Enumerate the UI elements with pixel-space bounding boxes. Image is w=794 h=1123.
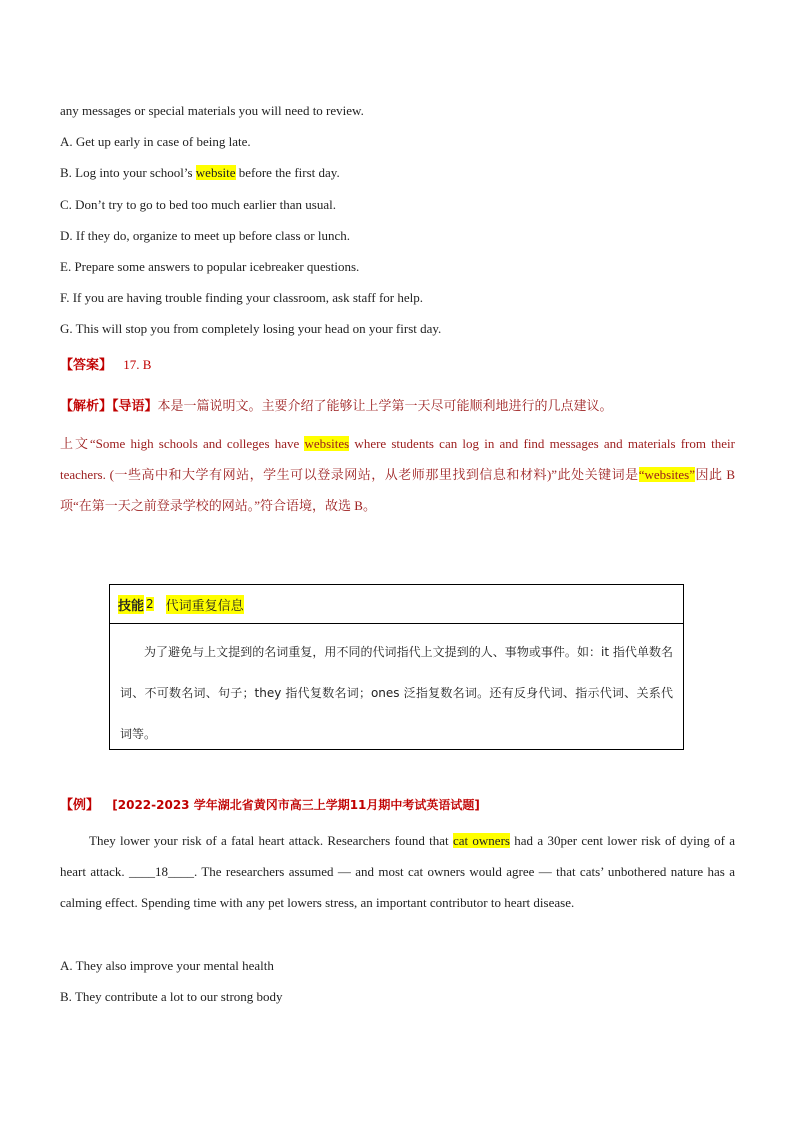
highlighted-keyword: website — [195, 165, 236, 180]
example-option-a — [60, 958, 274, 974]
option-letter: F. — [60, 290, 70, 305]
analysis-guide-line — [60, 399, 613, 415]
option-text: This will stop you from completely losing your head on your first day. — [75, 321, 442, 336]
answer-line — [60, 357, 151, 374]
option-letter: A. — [60, 958, 73, 973]
highlighted-keyword: cat owners — [452, 833, 510, 848]
option-letter: D. — [60, 228, 73, 243]
answer-value: 17. B — [123, 357, 152, 372]
skill-body: 为了避免与上文提到的名词重复，用不同的代词指代上文提到的人、事物或事件。如：it 指代单数名词、不可数名词、句子；they 指代复数名词；ones 泛指复数名词。还有反身代词、指示代词、关系代词等。 — [120, 645, 673, 741]
example-tag: 【例】 — [60, 798, 100, 813]
option-b — [60, 165, 340, 181]
option-letter: B. — [60, 165, 72, 180]
option-text: They also improve your mental health — [75, 958, 274, 973]
option-text: If you are having trouble finding your classroom, ask staff for help. — [72, 290, 424, 305]
option-text-pre: Log into your school’s — [75, 165, 196, 180]
option-text: Don’t try to go to bed too much earlier than usual. — [75, 197, 336, 212]
answer-tag: 【答案】 — [60, 358, 113, 373]
option-f — [60, 290, 423, 306]
option-letter: C. — [60, 197, 72, 212]
analysis-tag: 【解析】 — [60, 399, 113, 414]
skill-header — [110, 585, 683, 624]
skill-box — [109, 584, 684, 750]
option-g — [60, 321, 441, 337]
option-d — [60, 228, 350, 244]
highlighted-keyword: websites — [304, 436, 350, 451]
example-source: [2022-2023 学年湖北省黄冈市高三上学期11月期中考试英语试题] — [112, 798, 480, 812]
option-e — [60, 259, 359, 275]
option-text: If they do, organize to meet up before class or lunch. — [75, 228, 351, 243]
option-letter: B. — [60, 989, 72, 1004]
option-text: They contribute a lot to our strong body — [74, 989, 283, 1004]
skill-title: 代词重复信息 — [166, 595, 244, 614]
highlighted-keyword: “websites” — [638, 467, 696, 482]
option-text-post: before the first day. — [235, 165, 340, 180]
guide-tag: 【导语】 — [112, 399, 158, 414]
guide-text: 本是一篇说明文。主要介绍了能够让上学第一天尽可能顺利地进行的几点建议。 — [157, 399, 613, 414]
example-header — [60, 797, 480, 814]
option-a — [60, 134, 251, 150]
example-option-b — [60, 989, 283, 1005]
option-text: Prepare some answers to popular icebreaker questions. — [74, 259, 360, 274]
option-letter: A. — [60, 134, 73, 149]
option-letter: G. — [60, 321, 73, 336]
skill-number: 2 — [146, 597, 154, 611]
option-c — [60, 197, 336, 213]
option-letter: E. — [60, 259, 72, 274]
question-intro-tail: any messages or special materials you will need to review. — [60, 103, 364, 118]
skill-label: 技能 — [118, 595, 144, 614]
analysis-paragraph: 上文“Some high schools and colleges have websites where students can log in and find messages and materials from their teachers. (一些高中和大学有网站，学生可以登录网站，从老师那里找到信息和材料)”此处关键词是“websites”因此 B 项“在第一天之前登录学校的网站。”符合语境，故选 B。 — [60, 436, 736, 513]
example-paragraph: They lower your risk of a fatal heart attack. Researchers found that cat owners had a 30per cent lower risk of dying of a heart attack. ____18____. The researchers assumed — and most cat owners would agree — that cats’ unbothered nature has a calming effect. Spending time with any pet lowers stress, an important contributor to heart disease. — [60, 833, 736, 910]
option-text: Get up early in case of being late. — [75, 134, 251, 149]
